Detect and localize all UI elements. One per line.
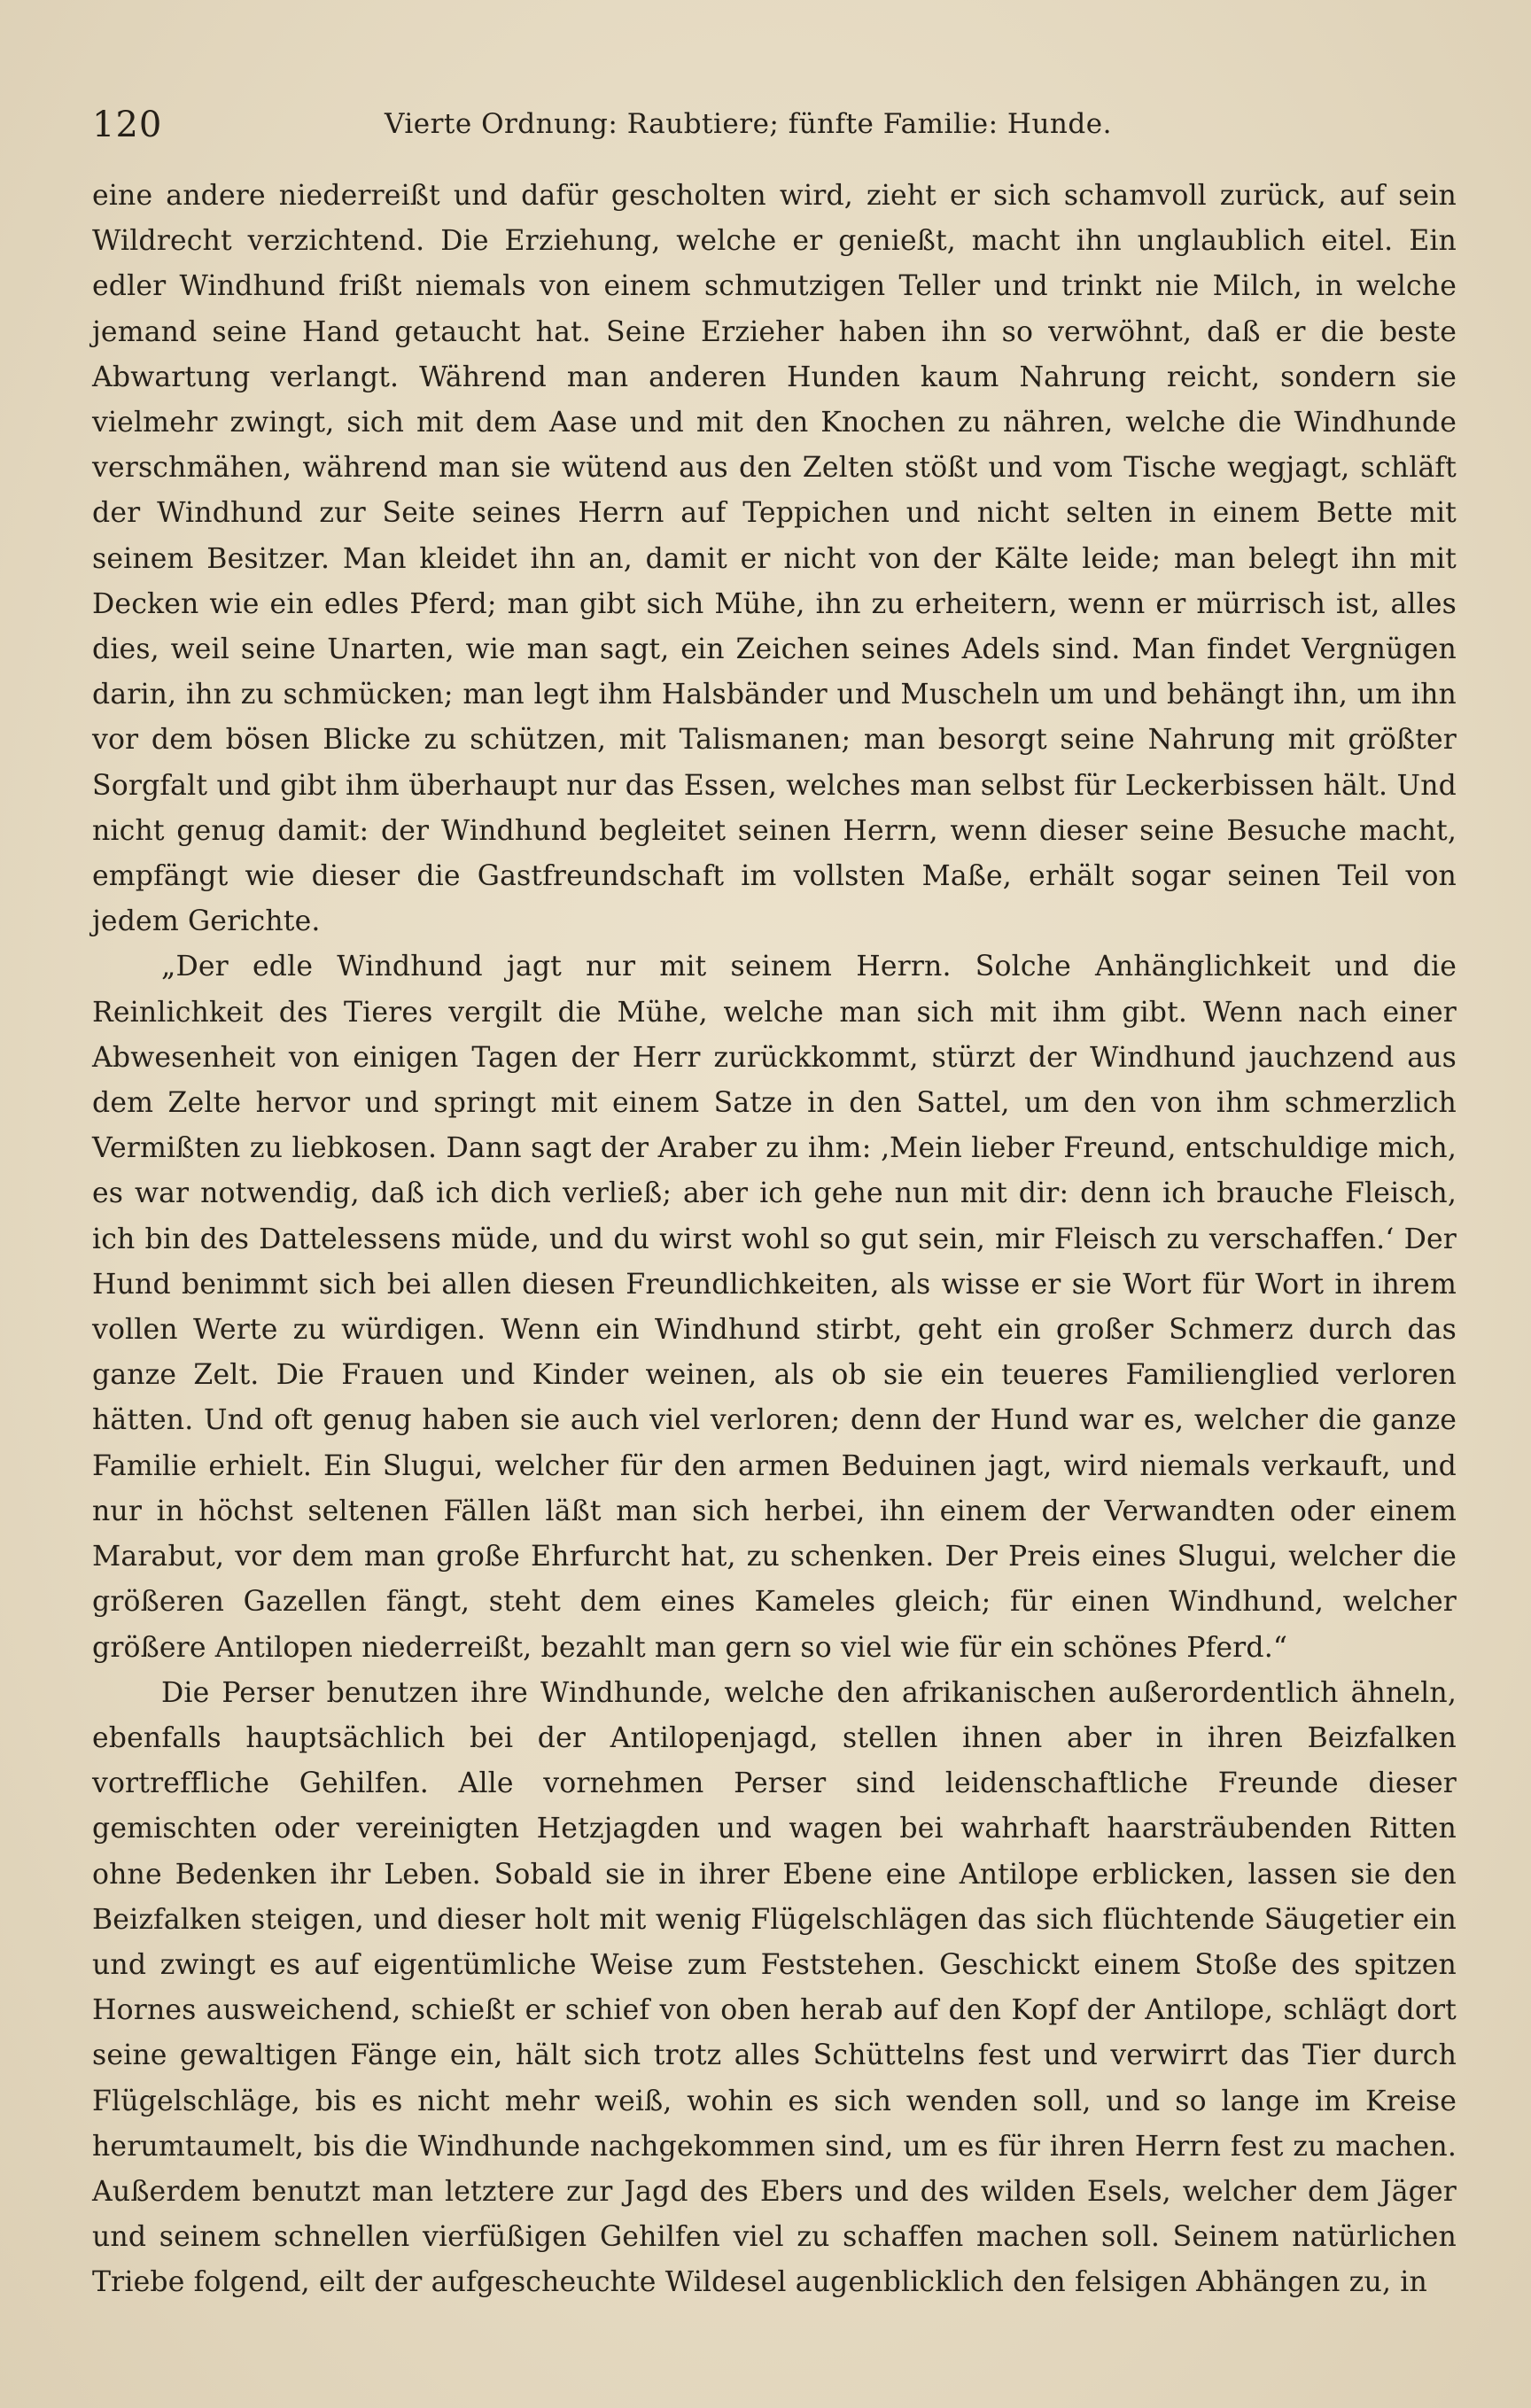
paragraph-persian-hunt: Die Perser benutzen ihre Windhunde, welche den afrikanischen außerordentlich ähneln, ebenfalls hauptsächlich bei der Antilopenjagd, stellen ihnen aber in ihren Beizfalken vortreffliche Gehilfen. Alle vornehmen Perser sind leidenschaftliche Freunde dieser gemischten oder vereinigten Hetzjagden und wagen bei wahrhaft haarsträubenden Ritten ohne Bedenken ihr Leben. Sobald sie in ihrer Ebene eine Antilope erblicken, lassen sie den Beizfalken steigen, und dieser holt mit wenig Flügelschlägen das sich flüchtende Säugetier ein und zwingt es auf eigentümliche Weise zum Feststehen. Geschickt einem Stoße des spitzen Hornes ausweichend, schießt er schief von oben herab auf den Kopf der Antilope, schlägt dort seine gewaltigen Fänge ein, hält sich trotz alles Schüttelns fest und verwirrt das Tier durch Flügelschläge, bis es nicht mehr weiß, wohin es sich wenden soll, und so lange im Kreise herumtaumelt, bis die Windhunde nachgekommen sind, um es für ihren Herrn fest zu machen. Außerdem benutzt man letztere zur Jagd des Ebers und des wilden Esels, welcher dem Jäger und seinem schnellen vierfüßigen Gehilfen viel zu schaffen machen soll. Seinem natürlichen Triebe folgend, eilt der aufgescheuchte Wildesel augenblicklich den felsigen Abhängen zu, in — [92, 1676, 1457, 2299]
paragraph-quote: „Der edle Windhund jagt nur mit seinem Herrn. Solche Anhänglichkeit und die Reinlichkeit des Tieres vergilt die Mühe, welche man sich mit ihm gibt. Wenn nach einer Abwesenheit von einigen Tagen der Herr zurückkommt, stürzt der Windhund jauchzend aus dem Zelte hervor und springt mit einem Satze in den Sattel, um den von ihm schmerzlich Vermißten zu liebkosen. Dann sagt der Araber zu ihm: ‚Mein lieber Freund, entschuldige mich, es war notwendig, daß ich dich verließ; aber ich gehe nun mit dir: denn ich brauche Fleisch, ich bin des Dattelessens müde, und du wirst wohl so gut sein, mir Fleisch zu verschaffen.‘ Der Hund benimmt sich bei allen diesen Freundlichkeiten, als wisse er sie Wort für Wort in ihrem vollen Werte zu würdigen. Wenn ein Windhund stirbt, geht ein großer Schmerz durch das ganze Zelt. Die Frauen und Kinder weinen, als ob sie ein teueres Familienglied verloren hätten. Und oft genug haben sie auch viel verloren; denn der Hund war es, welcher die ganze Familie erhielt. Ein Slugui, welcher für den armen Beduinen jagt, wird niemals verkauft, und nur in höchst seltenen Fällen läßt man sich herbei, ihn einem der Verwandten oder einem Marabut, vor dem man große Ehrfurcht hat, zu schenken. Der Preis eines Slugui, welcher die größeren Gazellen fängt, steht dem eines Kameles gleich; für einen Windhund, welcher größere Antilopen niederreißt, bezahlt man gern so viel wie für ein schönes Pferd.“ — [92, 951, 1457, 1664]
running-head: Vierte Ordnung: Raubtiere; fünfte Familie: Hunde. — [385, 108, 1112, 140]
page-number: 120 — [92, 105, 163, 145]
body-text — [92, 174, 1457, 2306]
paragraph-continued: eine andere niederreißt und dafür gescholten wird, zieht er sich schamvoll zurück, auf sein Wildrecht verzichtend. Die Erziehung, welche er genießt, macht ihn unglaublich eitel. Ein edler Windhund frißt niemals von einem schmutzigen Teller und trinkt nie Milch, in welche jemand seine Hand getaucht hat. Seine Erzieher haben ihn so verwöhnt, daß er die beste Abwartung verlangt. Während man anderen Hunden kaum Nahrung reicht, sondern sie vielmehr zwingt, sich mit dem Aase und mit den Knochen zu nähren, welche die Windhunde verschmähen, während man sie wütend aus den Zelten stößt und vom Tische wegjagt, schläft der Windhund zur Seite seines Herrn auf Teppichen und nicht selten in einem Bette mit seinem Besitzer. Man kleidet ihn an, damit er nicht von der Kälte leide; man belegt ihn mit Decken wie ein edles Pferd; man gibt sich Mühe, ihn zu erheitern, wenn er mürrisch ist, alles dies, weil seine Unarten, wie man sagt, ein Zeichen seines Adels sind. Man findet Vergnügen darin, ihn zu schmücken; man legt ihm Halsbänder und Muscheln um und behängt ihn, um ihn vor dem bösen Blicke zu schützen, mit Talismanen; man besorgt seine Nahrung mit größter Sorgfalt und gibt ihm überhaupt nur das Essen, welches man selbst für Leckerbissen hält. Und nicht genug damit: der Windhund begleitet seinen Herrn, wenn dieser seine Besuche macht, empfängt wie dieser die Gastfreundschaft im vollsten Maße, erhält sogar seinen Teil von jedem Gerichte. — [92, 180, 1457, 938]
page-header — [92, 99, 1446, 152]
